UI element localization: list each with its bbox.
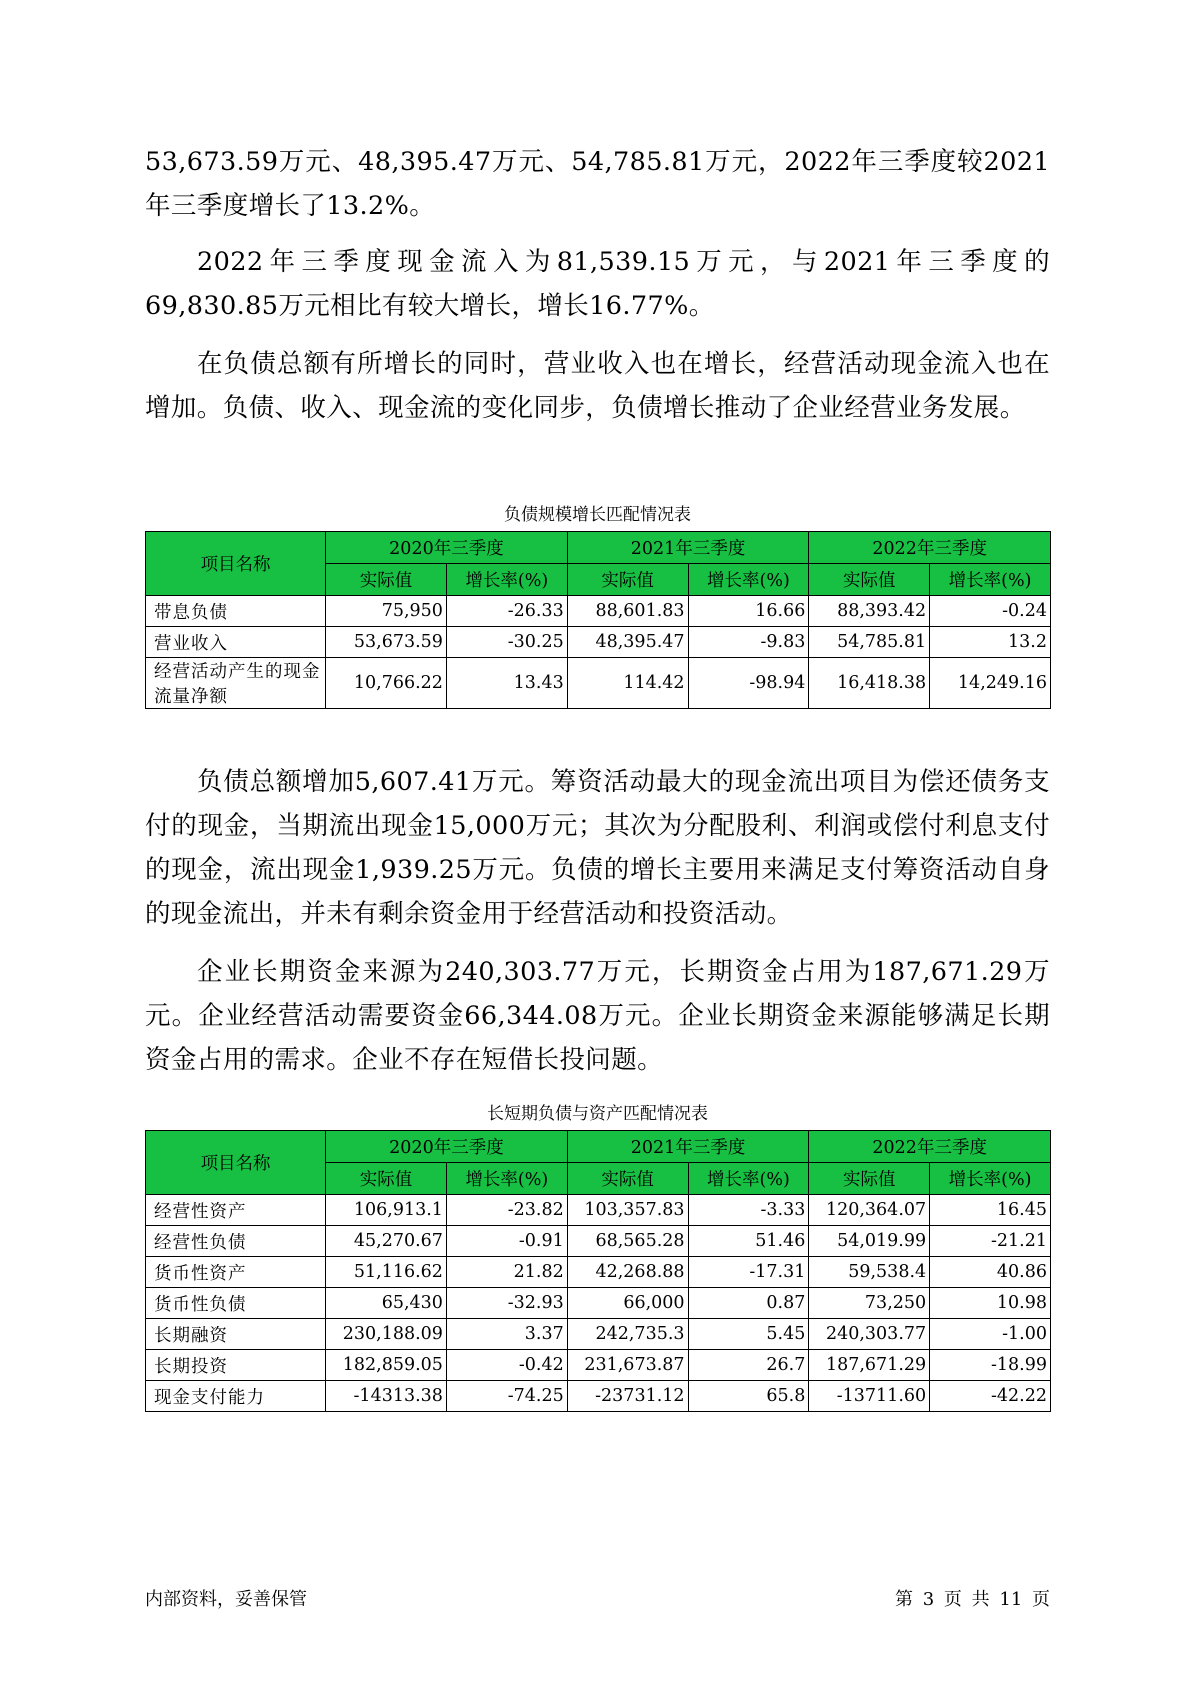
growth-rate-cell: 3.37 (446, 1319, 567, 1350)
table-row (146, 1195, 1051, 1226)
actual-value-cell: -14313.38 (326, 1381, 447, 1412)
row-label: 经营性资产 (146, 1195, 326, 1226)
growth-rate-cell: 65.8 (688, 1381, 809, 1412)
actual-value-cell: 88,601.83 (567, 596, 688, 627)
actual-value-cell: 45,270.67 (326, 1226, 447, 1257)
sub-header: 实际值 (809, 564, 930, 596)
paragraph-financing: 负债总额增加5,607.41万元。筹资活动最大的现金流出项目为偿还债务支付的现金，当期流出现金15,000万元；其次为分配股利、利润或偿付利息支付的现金，流出现金1,939.25万元。负债的增长主要用来满足支付筹资活动自身的现金流出，并未有剩余资金用于经营活动和投资活动。 (145, 767, 1050, 929)
actual-value-cell: 242,735.3 (567, 1319, 688, 1350)
growth-rate-cell: -9.83 (688, 627, 809, 658)
table-row (146, 1350, 1051, 1381)
table-row (146, 627, 1051, 658)
actual-value-cell: 187,671.29 (809, 1350, 930, 1381)
paragraph-cash-inflow: 2022年三季度现金流入为81,539.15万元，与2021年三季度的69,830.85万元相比有较大增长，增长16.77%。 (145, 247, 1050, 321)
actual-value-cell: -13711.60 (809, 1381, 930, 1412)
growth-rate-cell: 16.66 (688, 596, 809, 627)
actual-value-cell: 51,116.62 (326, 1257, 447, 1288)
sub-header: 实际值 (326, 564, 447, 596)
table-row (146, 658, 1051, 709)
item-name-header: 项目名称 (146, 1131, 326, 1195)
growth-rate-cell: 16.45 (930, 1195, 1051, 1226)
growth-rate-cell: -0.42 (446, 1350, 567, 1381)
debt-scale-table (145, 531, 1051, 709)
growth-rate-cell: -30.25 (446, 627, 567, 658)
table1-body (146, 596, 1051, 709)
actual-value-cell: 54,785.81 (809, 627, 930, 658)
actual-value-cell: 66,000 (567, 1288, 688, 1319)
actual-value-cell: 114.42 (567, 658, 688, 709)
actual-value-cell: 106,913.1 (326, 1195, 447, 1226)
footer-confidential: 内部资料，妥善保管 (145, 1589, 307, 1610)
paragraph-long-term-funds: 企业长期资金来源为240,303.77万元，长期资金占用为187,671.29万元。企业经营活动需要资金66,344.08万元。企业长期资金来源能够满足长期资金占用的需求。企业不存在短借长投问题。 (145, 957, 1050, 1075)
growth-rate-cell: -23.82 (446, 1195, 567, 1226)
actual-value-cell: 240,303.77 (809, 1319, 930, 1350)
row-label: 现金支付能力 (146, 1381, 326, 1412)
sub-header: 实际值 (809, 1163, 930, 1195)
growth-rate-cell: -98.94 (688, 658, 809, 709)
item-name-header: 项目名称 (146, 532, 326, 596)
table2-caption: 长短期负债与资产匹配情况表 (487, 1104, 708, 1124)
row-label: 长期融资 (146, 1319, 326, 1350)
row-label: 货币性负债 (146, 1288, 326, 1319)
growth-rate-cell: -1.00 (930, 1319, 1051, 1350)
actual-value-cell: 42,268.88 (567, 1257, 688, 1288)
sub-header: 实际值 (326, 1163, 447, 1195)
table-row (146, 1226, 1051, 1257)
period-header: 2020年三季度 (326, 532, 568, 564)
actual-value-cell: 231,673.87 (567, 1350, 688, 1381)
growth-rate-cell: -26.33 (446, 596, 567, 627)
growth-rate-cell: 13.43 (446, 658, 567, 709)
actual-value-cell: 59,538.4 (809, 1257, 930, 1288)
actual-value-cell: 73,250 (809, 1288, 930, 1319)
actual-value-cell: 48,395.47 (567, 627, 688, 658)
growth-rate-cell: 26.7 (688, 1350, 809, 1381)
actual-value-cell: 88,393.42 (809, 596, 930, 627)
actual-value-cell: 10,766.22 (326, 658, 447, 709)
sub-header: 增长率(%) (446, 564, 567, 596)
paragraph-debt-growth: 在负债总额有所增长的同时，营业收入也在增长，经营活动现金流入也在增加。负债、收入、现金流的变化同步，负债增长推动了企业经营业务发展。 (145, 349, 1050, 423)
paragraph-continued: 53,673.59万元、48,395.47万元、54,785.81万元，2022年三季度较2021年三季度增长了13.2%。 (145, 147, 1050, 221)
growth-rate-cell: -18.99 (930, 1350, 1051, 1381)
growth-rate-cell: 51.46 (688, 1226, 809, 1257)
table-row (146, 1381, 1051, 1412)
sub-header: 增长率(%) (688, 564, 809, 596)
debt-asset-match-table (145, 1130, 1051, 1412)
row-label: 营业收入 (146, 627, 326, 658)
sub-header: 增长率(%) (688, 1163, 809, 1195)
actual-value-cell: 16,418.38 (809, 658, 930, 709)
row-label: 经营活动产生的现金流量净额 (146, 658, 326, 709)
sub-header: 增长率(%) (446, 1163, 567, 1195)
row-label: 货币性资产 (146, 1257, 326, 1288)
table1-caption: 负债规模增长匹配情况表 (504, 505, 691, 525)
period-header: 2021年三季度 (567, 532, 809, 564)
growth-rate-cell: 40.86 (930, 1257, 1051, 1288)
growth-rate-cell: 10.98 (930, 1288, 1051, 1319)
growth-rate-cell: 14,249.16 (930, 658, 1051, 709)
table-row (146, 1319, 1051, 1350)
actual-value-cell: 120,364.07 (809, 1195, 930, 1226)
growth-rate-cell: 21.82 (446, 1257, 567, 1288)
table2-body (146, 1195, 1051, 1412)
growth-rate-cell: 13.2 (930, 627, 1051, 658)
growth-rate-cell: -21.21 (930, 1226, 1051, 1257)
sub-header: 增长率(%) (930, 1163, 1051, 1195)
sub-header: 实际值 (567, 564, 688, 596)
growth-rate-cell: -74.25 (446, 1381, 567, 1412)
actual-value-cell: 68,565.28 (567, 1226, 688, 1257)
table-row (146, 1257, 1051, 1288)
row-label: 带息负债 (146, 596, 326, 627)
table-row (146, 1288, 1051, 1319)
actual-value-cell: -23731.12 (567, 1381, 688, 1412)
period-header: 2022年三季度 (809, 1131, 1051, 1163)
growth-rate-cell: -17.31 (688, 1257, 809, 1288)
period-header: 2021年三季度 (567, 1131, 809, 1163)
actual-value-cell: 65,430 (326, 1288, 447, 1319)
sub-header: 实际值 (567, 1163, 688, 1195)
growth-rate-cell: -0.24 (930, 596, 1051, 627)
actual-value-cell: 103,357.83 (567, 1195, 688, 1226)
growth-rate-cell: -42.22 (930, 1381, 1051, 1412)
table-row (146, 596, 1051, 627)
actual-value-cell: 53,673.59 (326, 627, 447, 658)
actual-value-cell: 182,859.05 (326, 1350, 447, 1381)
growth-rate-cell: -0.91 (446, 1226, 567, 1257)
period-header: 2020年三季度 (326, 1131, 568, 1163)
sub-header: 增长率(%) (930, 564, 1051, 596)
footer-page-number: 第 3 页 共 11 页 (895, 1589, 1050, 1610)
actual-value-cell: 75,950 (326, 596, 447, 627)
row-label: 经营性负债 (146, 1226, 326, 1257)
growth-rate-cell: 0.87 (688, 1288, 809, 1319)
actual-value-cell: 230,188.09 (326, 1319, 447, 1350)
actual-value-cell: 54,019.99 (809, 1226, 930, 1257)
row-label: 长期投资 (146, 1350, 326, 1381)
period-header: 2022年三季度 (809, 532, 1051, 564)
growth-rate-cell: -3.33 (688, 1195, 809, 1226)
growth-rate-cell: 5.45 (688, 1319, 809, 1350)
growth-rate-cell: -32.93 (446, 1288, 567, 1319)
